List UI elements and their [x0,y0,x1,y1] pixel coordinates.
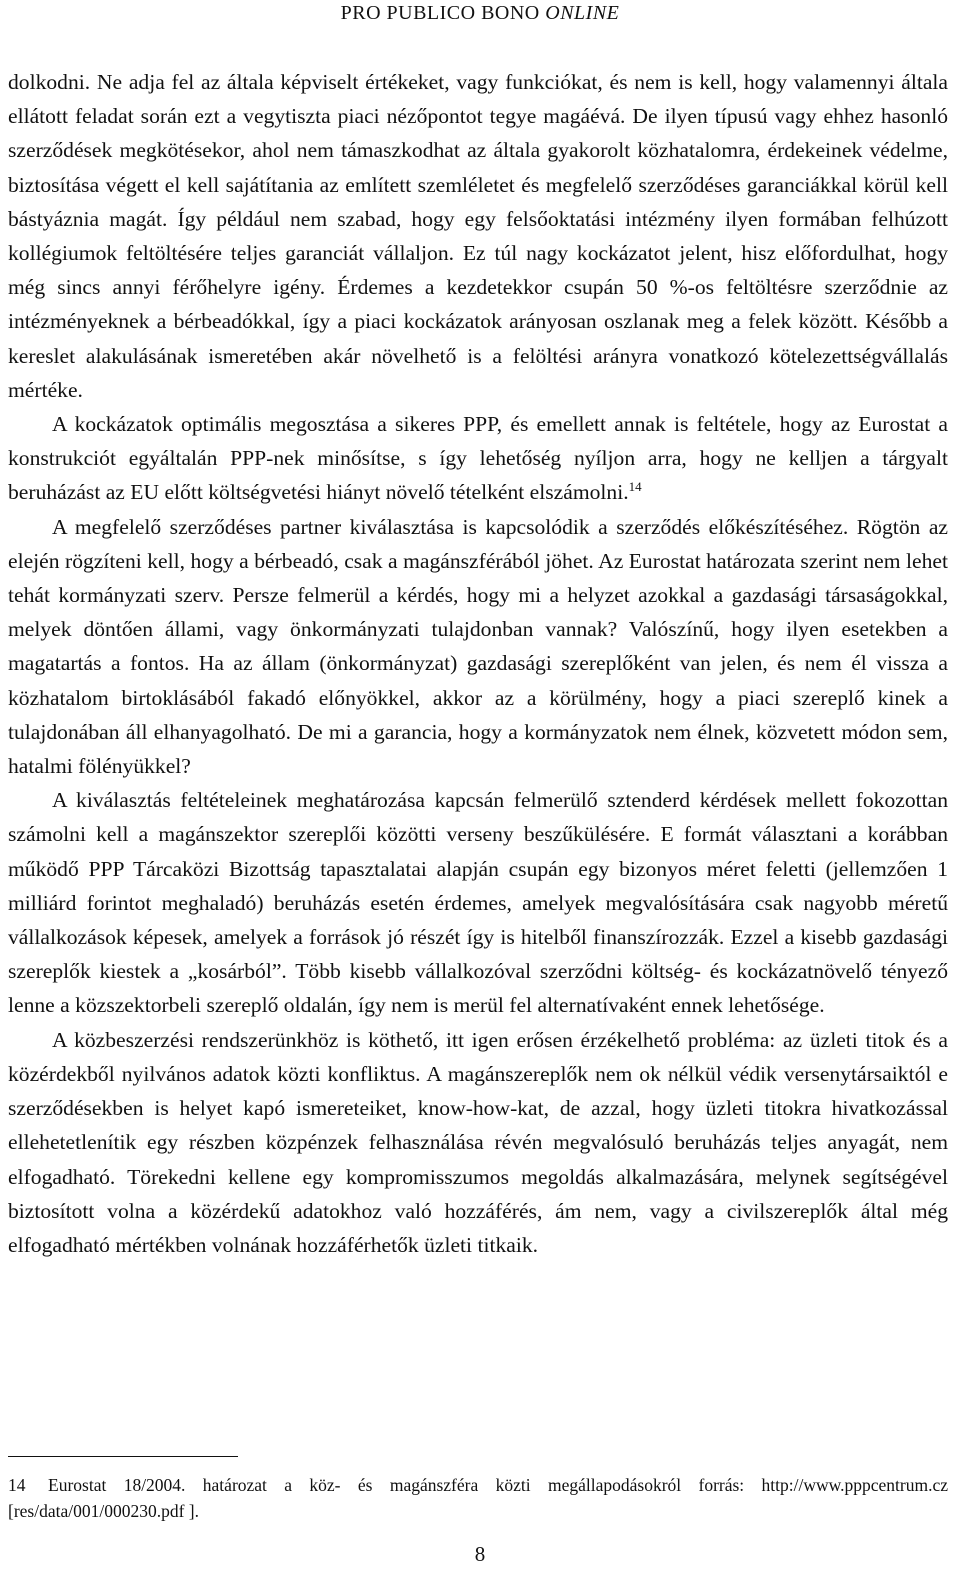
paragraph-2 [8,407,948,510]
paragraph-2-text: A kockázatok optimális megosztása a sikeres PPP, és emellett annak is feltétele, hogy az Eurostat a konstrukciót egyáltalán PPP-nek minősítse, s így lehetőség nyíljon arra, hogy ne kelljen a tárgyalt beruházást az EU előtt költségvetési hiányt növelő tételként elszámolni. [8,412,948,505]
paragraph-1 [8,65,948,407]
running-header [0,0,960,26]
footnote-divider [8,1456,238,1457]
footnote-reference[interactable]: 14 [628,479,642,495]
paragraph-5 [8,1023,948,1262]
footnote-text: Eurostat 18/2004. határozat a köz- és magánszféra közti megállapodásokról forrás: http://www.pppcentrum.cz [res/data/001/000230.pdf ]. [8,1475,948,1521]
journal-online-label: ONLINE [545,2,620,24]
footnote [8,1472,948,1524]
paragraph-3 [8,510,948,784]
journal-title: PRO PUBLICO BONO [340,2,540,24]
paragraph-3-text: A megfelelő szerződéses partner kiválasztása is kapcsolódik a szerződés előkészítéséhez. Rögtön az elején rögzíteni kell, hogy a bérbeadó, csak a magánszférából jöhet. Az Eurostat határozata szerint nem lehet tehát kormányzati szerv. Persze felmerül a kérdés, hogy mi a helyzet azokkal a gazdasági társaságokkal, melyek döntően állami, vagy önkormányzati tulajdonban vannak? Valószínű, hogy ilyen esetekben a magatartás a fontos. Ha az állam (önkormányzat) gazdasági szereplőként van jelen, és nem él vissza a közhatalom birtoklásából fakadó előnyökkel, akkor az a körülmény, hogy a piaci szereplő kinek a tulajdonában áll elhanyagolható. De mi a garancia, hogy a kormányzatok nem élnek, közvetett módon sem, hatalmi fölényükkel? [8,514,948,779]
page-number: 8 [474,1542,486,1566]
paragraph-4-text: A kiválasztás feltételeinek meghatározása kapcsán felmerülő sztenderd kérdések mellett fokozottan számolni kell a magánszektor szereplői közötti verseny beszűkülésére. E formát választani a korábban működő PPP Tárcaközi Bizottság tapasztalatai alapján csupán egy bizonyos méret feletti (jellemzően 1 milliárd forintot meghaladó) beruházás esetén érdemes, amelyek megvalósítására csak nagyobb méretű vállalkozások képesek, amelyek a források jó részét így is hitelből finanszírozzák. Ezzel a kisebb gazdasági szereplők kiestek a „kosárból”. Több kisebb vállalkozóval szerződni költség- és kockázatnövelő tényező lenne a közszektorbeli szereplő oldalán, így nem is merül fel alternatívaként ennek lehetősége. [8,788,948,1018]
paragraph-4 [8,783,948,1022]
paragraph-5-text: A közbeszerzési rendszerünkhöz is köthető, itt igen erősen érzékelhető probléma: az üzleti titok és a közérdekből nyilvános adatok közti konfliktus. A magánszereplők nem ok nélkül védik versenytársaiktól e szerződésekben is helyet kapó ismereteiket, know-how-kat, de azzal, hogy üzleti titokra hivatkozással ellehetetlenítik egy részben közpénzek felhasználása révén megvalósuló beruházás teljes anyagát, nem elfogadható. Törekedni kellene egy kompromisszumos megoldás alkalmazására, melynek segítségével biztosított volna a közérdekű adatokhoz való hozzáférés, ám nem, vagy a civilszereplők által még elfogadható mértékben volnának hozzáférhetők üzleti titkaik. [8,1027,948,1257]
paragraph-1-text: dolkodni. Ne adja fel az általa képviselt értékeket, vagy funkciókat, és nem is kell, hogy valamennyi általa ellátott feladat során ezt a vegytiszta piaci nézőpontot tegye magáévá. De ilyen típusú vagy ehhez hasonló szerződések megkötésekor, ahol nem támaszkodhat az általa gyakorolt közhatalomra, érdekeinek védelme, biztosítása végett el kell sajátítania az említett szemléletet és megfelelő szerződéses garanciákkal körül kell bástyáznia magát. Így például nem szabad, hogy egy felsőoktatási intézmény ilyen formában felhúzott kollégiumok feltöltésére teljes garanciát vállaljon. Ez túl nagy kockázatot jelent, hisz előfordulhat, hogy még sincs annyi férőhelyre igény. Érdemes a kezdetekkor csupán 50 %-os feltöltésre szerződnie az intézményeknek a bérbeadókkal, így a piaci kockázatok arányosan oszlanak meg a felek között. Később a kereslet alakulásának ismeretében akár növelhető is a felöltési arányra vonatkozó kötelezettségvállalás mértéke. [8,70,948,402]
body-text [8,65,948,1262]
footnote-number: 14 [8,1475,26,1495]
